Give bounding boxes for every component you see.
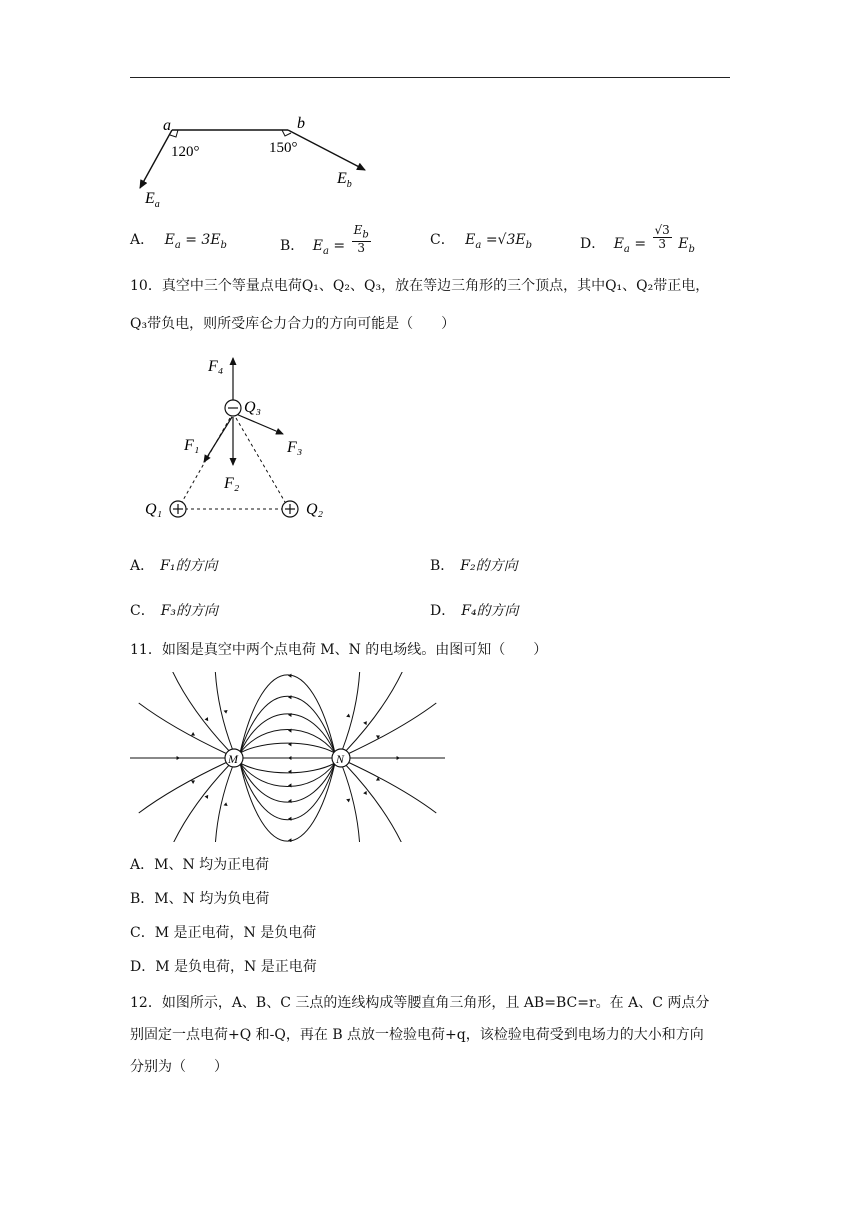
label-q2: Q₂	[306, 501, 324, 518]
field-line	[171, 765, 229, 842]
header-rule	[130, 77, 730, 78]
field-arrow	[224, 710, 228, 714]
field-line	[240, 743, 335, 753]
field-arrow	[363, 721, 367, 725]
q9-option-d: D． $E_a$ = $\frac{√3}{3}$ $E_b$	[580, 223, 695, 255]
point-b-label: b	[297, 115, 305, 132]
q9-option-c: C． $E_a =√3E_b$	[430, 232, 533, 251]
fig9-field-diagram	[125, 108, 385, 213]
field-line	[240, 763, 335, 787]
label-f1: F₁	[184, 437, 200, 454]
field-line	[240, 729, 335, 753]
charge-n-label: N	[336, 752, 345, 766]
field-line	[240, 696, 335, 753]
charge-m-label: M	[228, 752, 238, 766]
field-arrow	[288, 817, 291, 821]
field-arrow	[288, 695, 291, 699]
arrow-eb	[288, 130, 365, 170]
q12-stem-line3: 分别为（ ）	[130, 1059, 228, 1075]
field-arrow	[191, 780, 195, 784]
field-line	[139, 763, 226, 814]
label-q3: Q₃	[244, 399, 262, 416]
q11-field-lines-diagram	[130, 672, 450, 842]
field-arrow	[363, 791, 367, 795]
q10-force-diagram	[140, 350, 340, 525]
q9-option-b: B． $E_a$ = $\frac{E_b}{3}$	[280, 223, 369, 257]
point-a-label: a	[163, 117, 171, 134]
q12-stem-line1: 12．如图所示，A、B、C 三点的连线构成等腰直角三角形，且 AB=BC=r。在 A、C 两点分	[130, 995, 710, 1011]
field-arrow	[205, 717, 209, 721]
angle-b-label: 150°	[269, 140, 298, 156]
q11-option-c: C．M 是正电荷，N 是负电荷	[130, 925, 317, 941]
arrow-f1	[204, 417, 232, 462]
arrow-ea	[140, 130, 172, 188]
label-f2: F₂	[224, 475, 240, 492]
q10-option-a: A． F₁的方向	[130, 558, 218, 574]
q10-stem-line2: Q₃带负电，则所受库仑力合力的方向可能是（ ）	[130, 316, 456, 332]
field-line	[346, 765, 404, 842]
label-f3: F₃	[287, 439, 303, 456]
field-line	[346, 672, 404, 751]
field-arrow	[177, 756, 180, 760]
q11-stem: 11．如图是真空中两个点电荷 M、N 的电场线。由图可知（ ）	[130, 642, 548, 658]
field-arrow	[288, 756, 291, 760]
angle-a-label: 120°	[171, 144, 200, 160]
triangle-right	[236, 418, 285, 502]
field-lines	[130, 672, 445, 842]
field-arrow	[397, 756, 400, 760]
field-line	[240, 763, 335, 820]
q11-option-a: A．M、N 均为正电荷	[130, 857, 270, 873]
eb-label: $E_b$	[337, 170, 352, 190]
label-f4: F₄	[208, 358, 224, 375]
field-arrow	[288, 674, 291, 678]
field-line	[240, 763, 335, 773]
ea-label: $E_a$	[145, 190, 160, 210]
triangle-left	[182, 418, 230, 502]
field-arrow	[205, 795, 209, 799]
field-arrow	[346, 714, 350, 718]
q9-option-a: A． $E_a = 3E_b$	[130, 232, 227, 251]
q10-option-c: C． F₃的方向	[130, 603, 219, 619]
q10-stem-line1: 10．真空中三个等量点电荷Q₁、Q₂、Q₃，放在等边三角形的三个顶点，其中Q₁、Q₂带正电，	[130, 278, 710, 294]
field-line	[171, 672, 229, 751]
field-arrow	[191, 732, 195, 736]
field-line	[349, 703, 436, 754]
q10-option-d: D． F₄的方向	[430, 603, 519, 619]
field-arrow	[346, 799, 350, 803]
q10-option-b: B． F₂的方向	[430, 558, 518, 574]
label-q1: Q₁	[145, 501, 163, 518]
field-line	[349, 763, 436, 814]
q12-stem-line2: 别固定一点电荷+Q 和-Q，再在 B 点放一检验电荷+q，该检验电荷受到电场力的大小和方向	[130, 1027, 704, 1043]
field-line	[139, 703, 226, 754]
field-arrow	[224, 802, 228, 806]
q11-option-b: B．M、N 均为负电荷	[130, 891, 270, 907]
q11-option-d: D．M 是负电荷，N 是正电荷	[130, 959, 317, 975]
